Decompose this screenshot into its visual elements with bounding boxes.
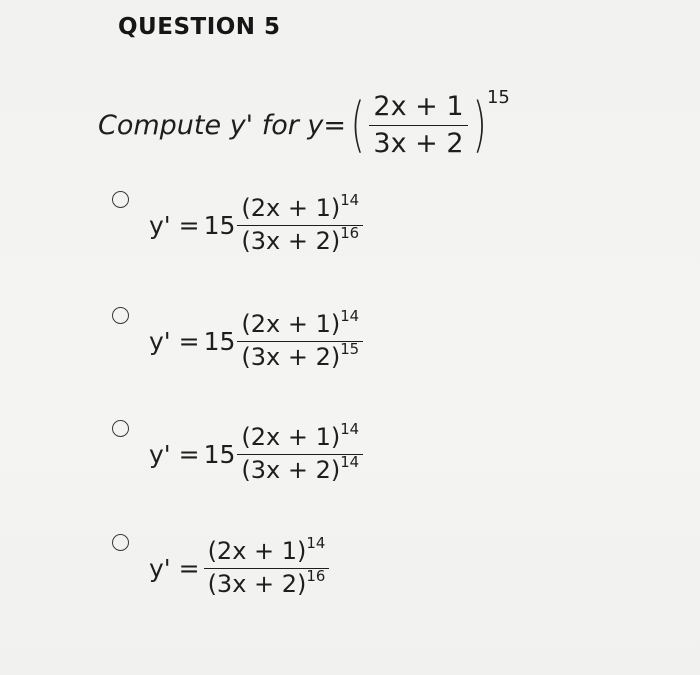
denominator-base: (3x + 2) (241, 226, 341, 255)
denominator-base: (3x + 2) (241, 455, 341, 484)
numerator-base: (2x + 1) (241, 310, 341, 338)
numerator-exponent: 14 (340, 419, 360, 438)
prompt-text: Compute y' for y= (98, 109, 346, 141)
answer-option-4[interactable] (112, 533, 329, 598)
option-denominator (237, 452, 363, 485)
prompt-exponent: 15 (486, 86, 510, 108)
numerator-exponent: 14 (340, 306, 360, 325)
radio-button[interactable] (112, 420, 129, 437)
radio-button[interactable] (112, 307, 129, 324)
answer-option-2[interactable] (112, 306, 363, 371)
option-expression (149, 306, 363, 371)
option-numerator (204, 533, 330, 566)
denominator-exponent: 15 (340, 339, 360, 358)
denominator-base: (3x + 2) (241, 342, 341, 371)
question-prompt (98, 80, 510, 170)
numerator-exponent: 14 (340, 190, 360, 209)
option-fraction (204, 533, 330, 598)
denominator-exponent: 14 (340, 452, 360, 471)
option-fraction (237, 306, 363, 371)
numerator-exponent: 14 (306, 533, 326, 552)
fraction-bar (369, 125, 467, 126)
radio-button[interactable] (112, 191, 129, 208)
left-paren: ( (350, 90, 365, 160)
option-denominator (237, 223, 363, 256)
option-fraction (237, 419, 363, 484)
option-fraction (237, 190, 363, 255)
option-lhs: y' = (149, 210, 200, 240)
numerator-base: (2x + 1) (207, 537, 307, 565)
answer-option-3[interactable] (112, 419, 363, 484)
prompt-denominator: 3x + 2 (373, 127, 464, 159)
option-numerator (237, 419, 363, 452)
answer-option-1[interactable] (112, 190, 363, 255)
option-denominator (237, 339, 363, 372)
option-expression (149, 190, 363, 255)
question-title: QUESTION 5 (118, 14, 281, 40)
numerator-base: (2x + 1) (241, 194, 341, 222)
denominator-base: (3x + 2) (207, 569, 307, 598)
option-numerator (237, 190, 363, 223)
option-expression (149, 419, 363, 484)
option-coefficient: 15 (203, 210, 236, 240)
option-lhs: y' = (149, 439, 200, 469)
denominator-exponent: 16 (306, 566, 326, 585)
option-coefficient: 15 (203, 326, 236, 356)
prompt-fraction (369, 91, 467, 158)
option-denominator (204, 566, 330, 599)
option-expression (149, 533, 329, 598)
radio-button[interactable] (112, 534, 129, 551)
option-coefficient: 15 (203, 439, 236, 469)
right-paren: ) (472, 90, 487, 160)
denominator-exponent: 16 (340, 223, 360, 242)
option-lhs: y' = (149, 326, 200, 356)
option-numerator (237, 306, 363, 339)
prompt-numerator: 2x + 1 (373, 91, 464, 123)
option-lhs: y' = (149, 553, 200, 583)
numerator-base: (2x + 1) (241, 423, 341, 451)
